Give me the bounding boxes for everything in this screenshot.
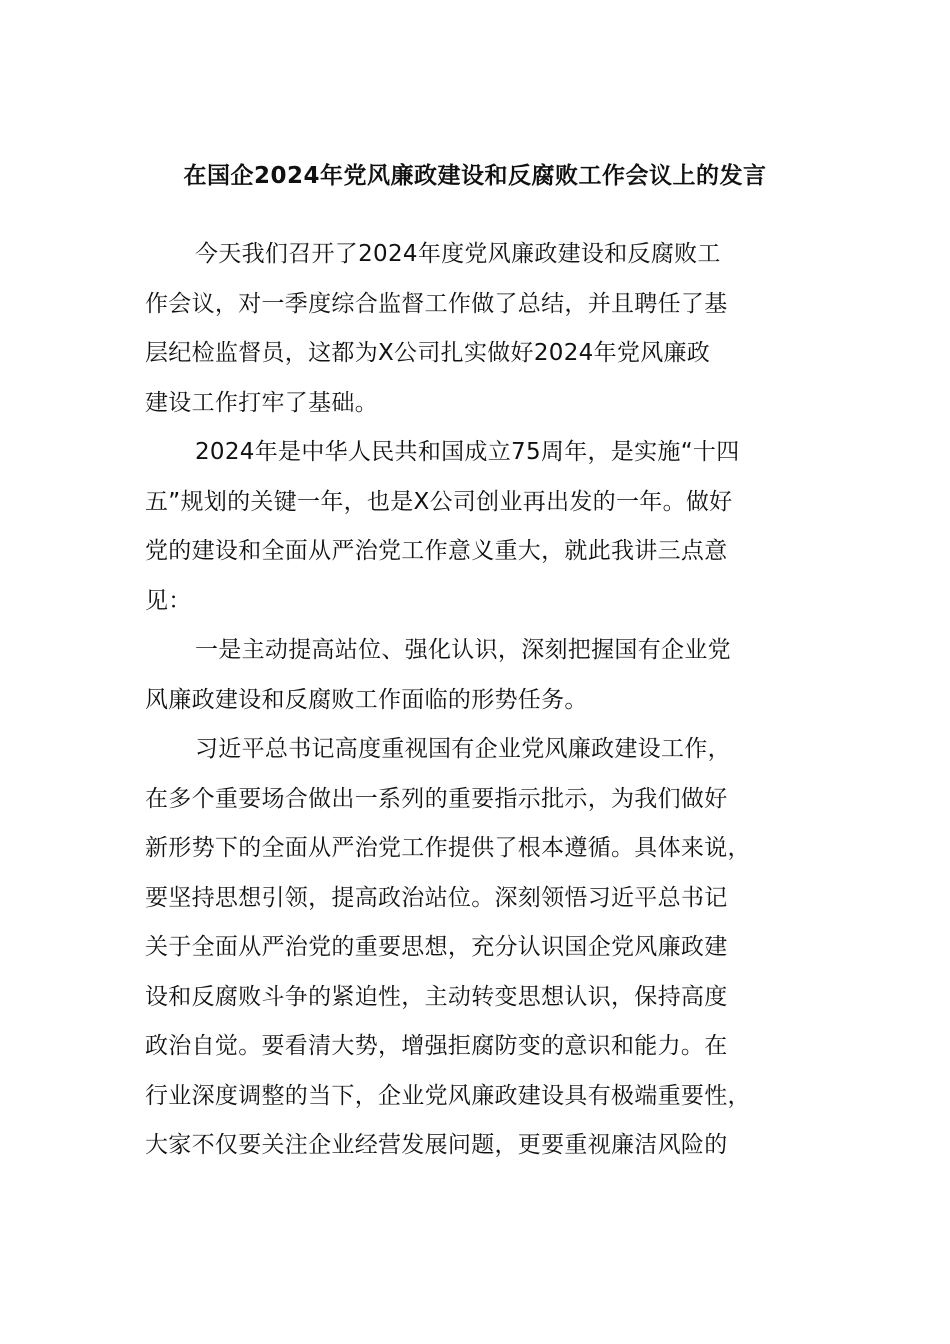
paragraph-line: 建设工作打牢了基础。	[145, 389, 378, 416]
paragraph-line: 今天我们召开了2024年度党风廉政建设和反腐败工	[195, 241, 721, 267]
paragraph-line: 层纪检监督员，这都为X公司扎实做好2024年党风廉政	[145, 340, 711, 366]
paragraph-line: 行业深度调整的当下，企业党风廉政建设具有极端重要性，	[145, 1082, 751, 1109]
paragraph-line: 在多个重要场合做出一系列的重要指示批示，为我们做好	[145, 785, 728, 812]
paragraph-line: 要坚持思想引领，提高政治站位。深刻领悟习近平总书记	[145, 884, 728, 911]
paragraph-line: 党的建设和全面从严治党工作意义重大，就此我讲三点意	[145, 538, 728, 564]
paragraph-line: 五”规划的关键一年，也是X公司创业再出发的一年。做好	[145, 488, 733, 515]
paragraph-line: 关于全面从严治党的重要思想，充分认识国企党风廉政建	[145, 934, 728, 960]
paragraph-line: 习近平总书记高度重视国有企业党风廉政建设工作，	[195, 736, 731, 762]
paragraph-1	[145, 230, 825, 428]
paragraph-line: 风廉政建设和反腐败工作面临的形势任务。	[145, 686, 588, 713]
paragraph-line: 政治自觉。要看清大势，增强拒腐防变的意识和能力。在	[145, 1033, 728, 1059]
paragraph-3	[145, 626, 825, 725]
document-title: 在国企2024年党风廉政建设和反腐败工作会议上的发言	[183, 163, 767, 189]
paragraph-line: 2024年是中华人民共和国成立75周年，是实施“十四	[195, 439, 740, 465]
paragraph-4	[145, 725, 825, 1171]
paragraph-line: 见：	[145, 587, 192, 614]
paragraph-line: 大家不仅要关注企业经营发展问题，更要重视廉洁风险的	[145, 1132, 728, 1158]
paragraph-2	[145, 428, 825, 626]
paragraph-line: 新形势下的全面从严治党工作提供了根本遵循。具体来说，	[145, 835, 751, 861]
paragraph-line: 设和反腐败斗争的紧迫性，主动转变思想认识，保持高度	[145, 983, 728, 1010]
document-body	[145, 230, 825, 1171]
paragraph-line: 作会议，对一季度综合监督工作做了总结，并且聘任了基	[145, 290, 728, 317]
paragraph-line: 一是主动提高站位、强化认识，深刻把握国有企业党	[195, 637, 731, 663]
